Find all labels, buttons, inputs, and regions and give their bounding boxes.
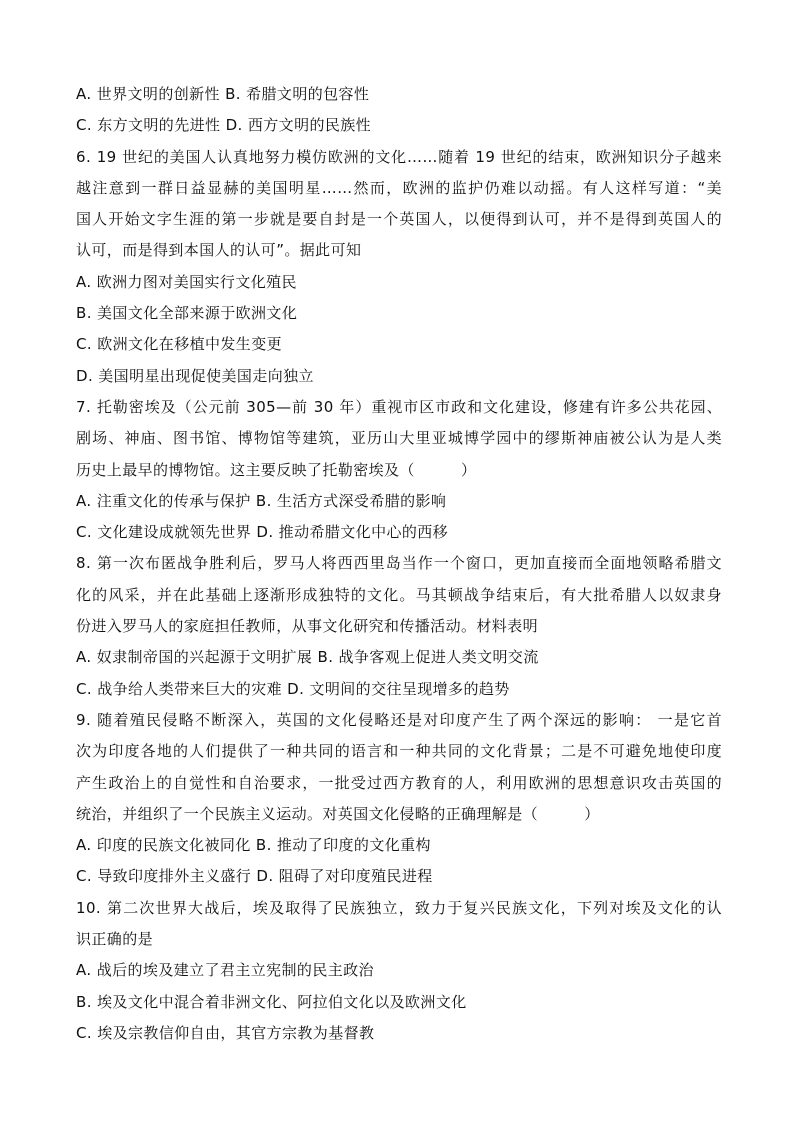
option-line: C. 战争给人类带来巨大的灾难 D. 文明间的交往呈现增多的趋势 [76, 679, 510, 698]
question-10-line: 10. 第二次世界大战后，埃及取得了民族独立，致力于复兴民族文化，下列对埃及文化的认 [76, 898, 722, 917]
exam-page [76, 79, 722, 1049]
option-line: A. 印度的民族文化被同化 B. 推动了印度的文化重构 [76, 836, 431, 855]
question-6-line: 越注意到一群日益显赫的美国明星……然而，欧洲的监护仍难以动摇。有人这样写道：“美 [76, 178, 722, 197]
option-line: D. 美国明星出现促使美国走向独立 [76, 366, 314, 385]
option-line: C. 导致印度排外主义盛行 D. 阻碍了对印度殖民进程 [76, 867, 433, 886]
question-9-line: 产生政治上的自觉性和自治要求，一批受过西方教育的人，利用欧洲的思想意识攻击英国的 [76, 773, 722, 792]
question-8-line: 份进入罗马人的家庭担任教师，从事文化研究和传播活动。材料表明 [76, 617, 539, 636]
question-7-line: 7. 托勒密埃及（公元前 305—前 30 年）重视市区市政和文化建设，修建有许多公共花园、 [76, 397, 722, 416]
question-6-line: 认可，而是得到本国人的认可”。据此可知 [76, 241, 362, 260]
question-8-line: 8. 第一次布匿战争胜利后，罗马人将西西里岛当作一个窗口，更加直接而全面地领略希腊文 [76, 554, 722, 573]
question-9-line: 9. 随着殖民侵略不断深入，英国的文化侵略还是对印度产生了两个深远的影响： 一是它首 [76, 710, 722, 729]
option-line: A. 欧洲力图对美国实行文化殖民 [76, 272, 297, 291]
option-line: C. 文化建设成就领先世界 D. 推动希腊文化中心的西移 [76, 523, 449, 542]
question-6-line: 国人开始文字生涯的第一步就是要自封是一个英国人，以便得到认可，并不是得到英国人的 [76, 210, 722, 229]
option-line: C. 埃及宗教信仰自由，其官方宗教为基督教 [76, 1023, 375, 1042]
question-8-line: 化的风采，并在此基础上逐渐形成独特的文化。马其顿战争结束后，有大批希腊人以奴隶身 [76, 585, 722, 604]
question-9-line: 统治，并组织了一个民族主义运动。对英国文化侵略的正确理解是（ ） [76, 804, 600, 823]
option-line: A. 战后的埃及建立了君主立宪制的民主政治 [76, 961, 374, 980]
question-9-line: 次为印度各地的人们提供了一种共同的语言和一种共同的文化背景；二是不可避免地使印度 [76, 742, 722, 761]
option-line: A. 世界文明的创新性 B. 希腊文明的包容性 [76, 85, 370, 103]
option-line: B. 美国文化全部来源于欧洲文化 [76, 304, 298, 323]
option-line: C. 欧洲文化在移植中发生变更 [76, 335, 283, 354]
option-line: A. 注重文化的传承与保护 B. 生活方式深受希腊的影响 [76, 491, 447, 510]
option-line: C. 东方文明的先进性 D. 西方文明的民族性 [76, 116, 372, 135]
question-7-line: 剧场、神庙、图书馆、博物馆等建筑，亚历山大里亚城博学园中的缪斯神庙被公认为是人类 [76, 429, 722, 448]
question-10-line: 识正确的是 [76, 930, 154, 949]
option-line: B. 埃及文化中混合着非洲文化、阿拉伯文化以及欧洲文化 [76, 992, 467, 1011]
question-6-line: 6. 19 世纪的美国人认真地努力模仿欧洲的文化……随着 19 世纪的结束，欧洲知识分子越来 [76, 147, 722, 166]
question-7-line: 历史上最早的博物馆。这主要反映了托勒密埃及（ ） [76, 460, 477, 479]
option-line: A. 奴隶制帝国的兴起源于文明扩展 B. 战争客观上促进人类文明交流 [76, 648, 539, 667]
